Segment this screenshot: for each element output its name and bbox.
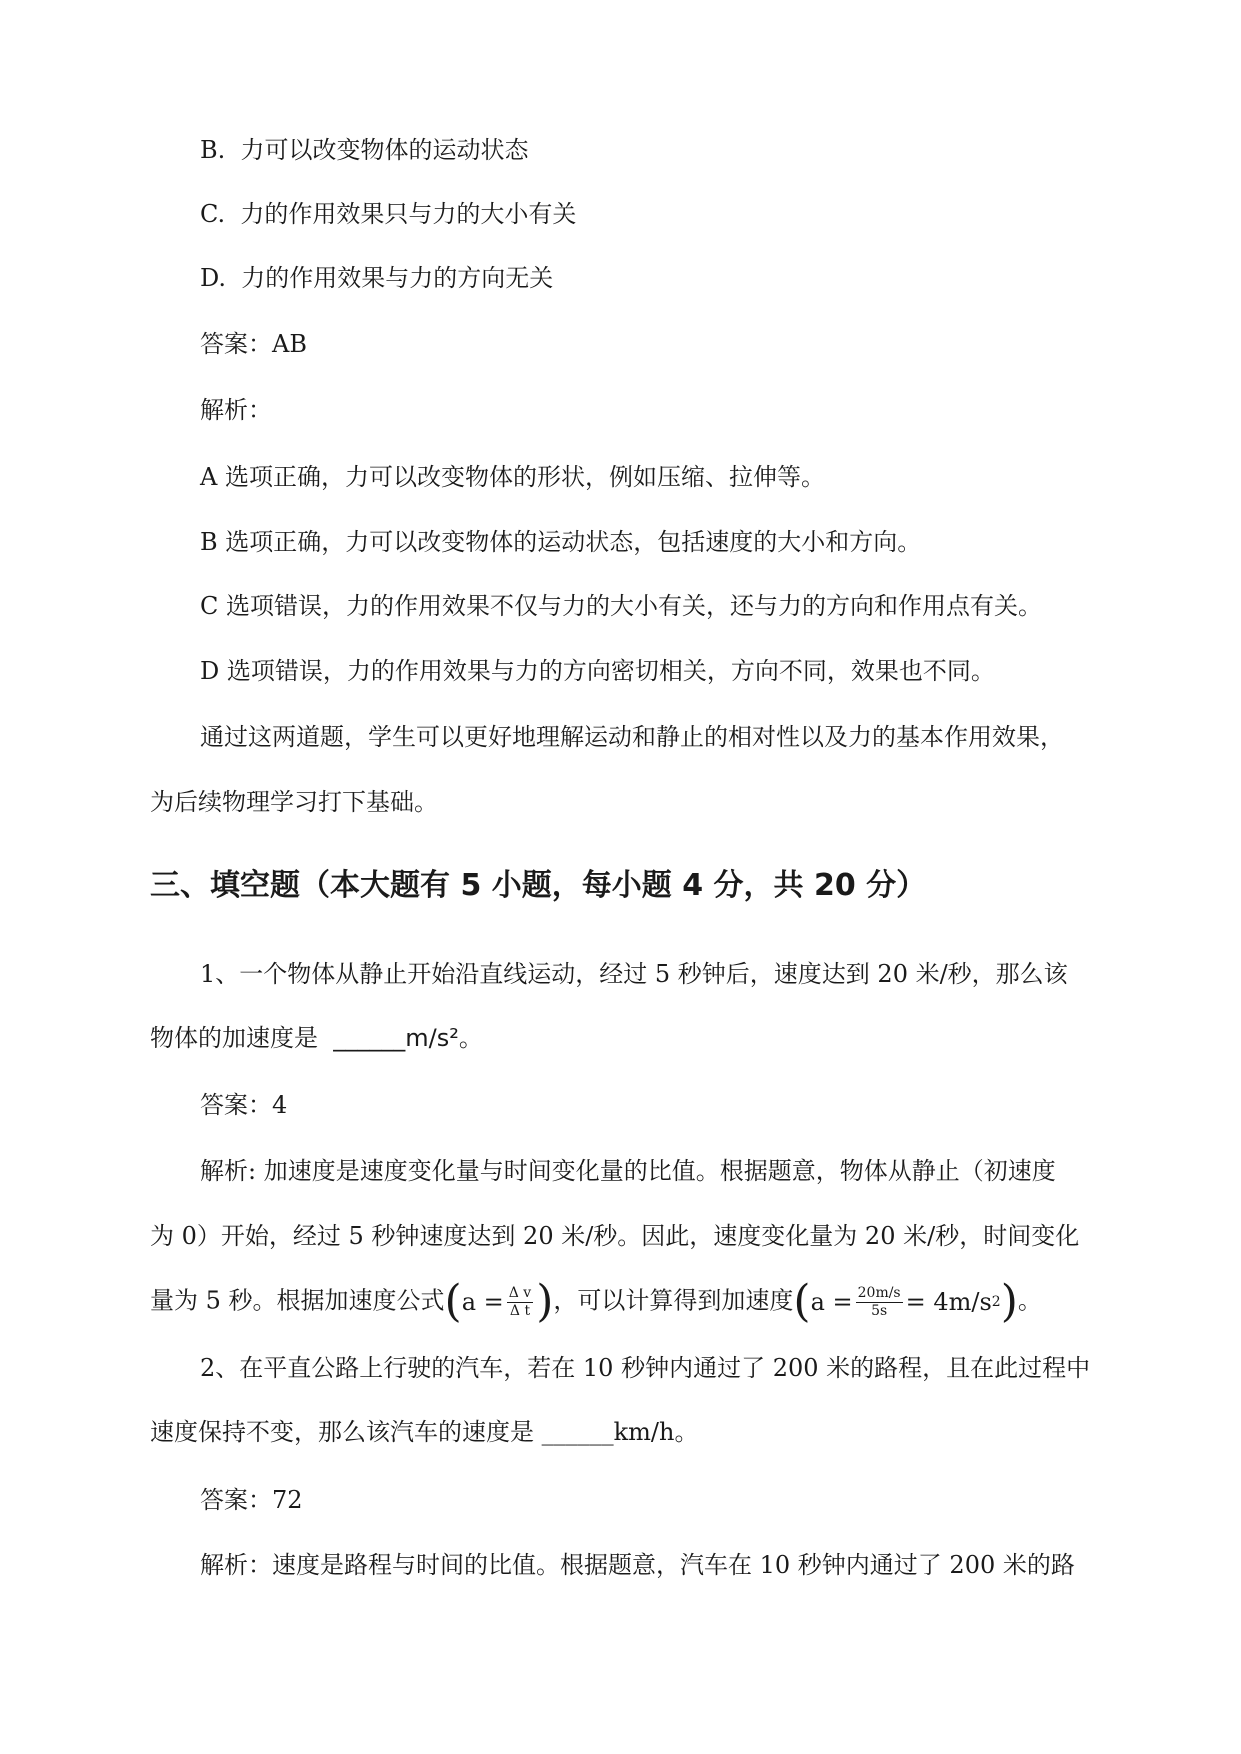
acceleration-result-formula: ( a = $\frac{20m/s}{5s}$ = 4m/s 2 ) <box>793 1276 1018 1327</box>
analysis-line-c: C 选项错误，力的作用效果不仅与力的大小有关，还与力的方向和作用点有关。 <box>200 592 1042 620</box>
formula-fraction: $\frac{\text{Δ v}}{\text{Δ t}}$ <box>508 1285 532 1319</box>
result-fraction: $\frac{20m/s}{5s}$ <box>857 1285 901 1319</box>
q1-analysis-line2: 为 0）开始，经过 5 秒钟速度达到 20 米/秒。因此，速度变化量为 20 米/秒，时间变化 <box>150 1222 1080 1250</box>
option-c: C. 力的作用效果只与力的大小有关 <box>200 200 577 228</box>
option-b: B. 力可以改变物体的运动状态 <box>200 136 529 164</box>
analysis-line-d: D 选项错误，力的作用效果与力的方向密切相关，方向不同，效果也不同。 <box>200 657 995 685</box>
answer-prev: 答案：AB <box>200 330 307 358</box>
section-heading-fill-in: 三、填空题（本大题有 5 小题，每小题 4 分，共 20 分） <box>150 868 927 903</box>
q1-text-line1: 1、一个物体从静止开始沿直线运动，经过 5 秒钟后，速度达到 20 米/秒，那么该 <box>200 960 1068 988</box>
summary-line-1: 通过这两道题，学生可以更好地理解运动和静止的相对性以及力的基本作用效果， <box>200 723 1064 751</box>
option-d: D. 力的作用效果与力的方向无关 <box>200 264 554 292</box>
q1-answer: 答案：4 <box>200 1091 288 1119</box>
analysis-line-b: B 选项正确，力可以改变物体的运动状态，包括速度的大小和方向。 <box>200 528 922 556</box>
analysis-label-prev: 解析： <box>200 396 272 424</box>
analysis-line-a: A 选项正确，力可以改变物体的形状，例如压缩、拉伸等。 <box>200 463 825 491</box>
acceleration-formula: ( a = $\frac{\text{Δ v}}{\text{Δ t}}$ ) <box>444 1276 554 1327</box>
q2-text-line2: 速度保持不变，那么该汽车的速度是 ______km/h。 <box>150 1418 699 1446</box>
q1-text-line2: 物体的加速度是 ______m/s²。 <box>150 1024 483 1052</box>
q2-answer: 答案：72 <box>200 1486 303 1514</box>
q2-text-line1: 2、在平直公路上行驶的汽车，若在 10 秒钟内通过了 200 米的路程，且在此过程中 <box>200 1354 1091 1382</box>
summary-line-2: 为后续物理学习打下基础。 <box>150 788 438 816</box>
q2-analysis-line1: 解析：速度是路程与时间的比值。根据题意，汽车在 10 秒钟内通过了 200 米的路 <box>200 1551 1075 1579</box>
q1-analysis-line1: 解析: 加速度是速度变化量与时间变化量的比值。根据题意，物体从静止（初速度 <box>200 1157 1056 1185</box>
q1-blank: ______m/s²。 <box>333 1024 483 1052</box>
q1-analysis-line3: 量为 5 秒。根据加速度公式 ( a = $\frac{\text{Δ v}}{\text{Δ t}}$ ) ，可以计算得到加速度 ( a = $\frac{20m/s}{5s}$ = 4m/s 2 ) 。 <box>150 1276 1042 1327</box>
